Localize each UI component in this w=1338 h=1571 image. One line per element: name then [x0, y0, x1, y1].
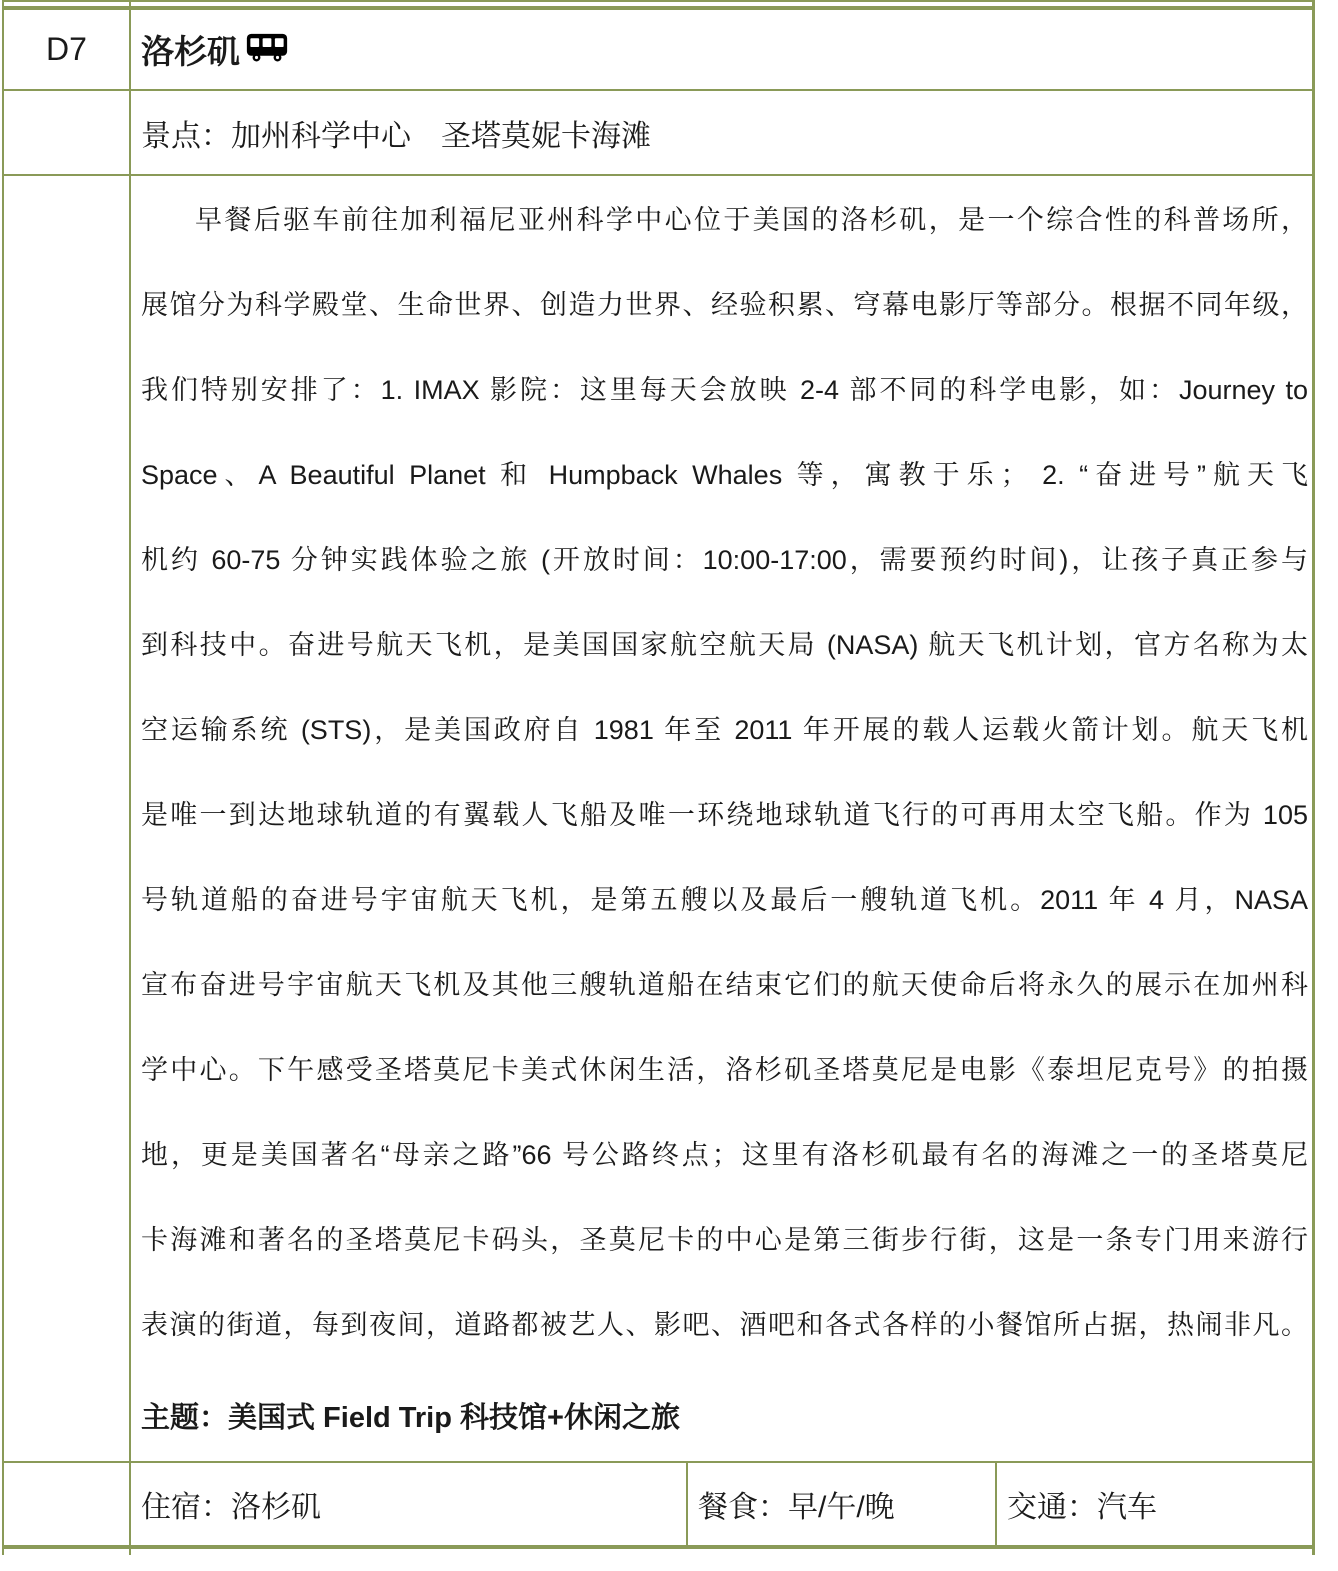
lodging-cell: 住宿：洛杉矶	[131, 1463, 688, 1545]
paragraph-line: Space、A Beautiful Planet 和 Humpback Whales 等，寓教于乐； 2. “奋进号”航天飞	[141, 460, 1308, 490]
meals-cell: 餐食：早/午/晚	[688, 1463, 997, 1545]
next-row-fragment	[4, 1549, 1312, 1555]
day-title: 洛杉矶	[141, 33, 240, 70]
previous-row-left-cell	[4, 2, 131, 6]
sights-row	[4, 91, 1312, 176]
bus-icon	[246, 32, 288, 67]
next-row-right-cell	[131, 1549, 1312, 1555]
day-header-row	[4, 10, 1312, 91]
paragraph-line: 号轨道船的奋进号宇宙航天飞机，是第五艘以及最后一艘轨道飞机。2011 年 4 月，NASA	[141, 885, 1308, 915]
sights-line: 景点：加州科学中心 圣塔莫妮卡海滩	[141, 119, 651, 153]
paragraph-line: 是唯一到达地球轨道的有翼载人飞船及唯一环绕地球轨道飞行的可再用太空飞船。作为 105	[141, 800, 1308, 830]
next-row-left-cell	[4, 1549, 131, 1555]
paragraph-line: 我们特别安排了：1. IMAX 影院：这里每天会放映 2-4 部不同的科学电影，如：Journey to	[141, 375, 1308, 405]
sights-left-cell	[4, 91, 131, 174]
previous-row-fragment	[4, 0, 1312, 10]
transport-cell: 交通：汽车	[1007, 1491, 1157, 1524]
previous-row-right-cell	[131, 2, 1312, 6]
footer-left-cell	[4, 1463, 131, 1545]
paragraph-line: 卡海滩和著名的圣塔莫尼卡码头，圣莫尼卡的中心是第三街步行街，这是一条专门用来游行	[141, 1225, 1308, 1255]
day-number-cell: D7	[4, 10, 131, 89]
description-cell	[131, 176, 1312, 1461]
paragraph-line: 表演的街道，每到夜间，道路都被艺人、影吧、酒吧和各式各样的小餐馆所占据，热闹非凡。	[141, 1310, 1308, 1340]
paragraph-line: 展馆分为科学殿堂、生命世界、创造力世界、经验积累、穹幕电影厅等部分。根据不同年级，	[141, 290, 1308, 320]
itinerary-table	[2, 0, 1315, 1555]
paragraph-line: 到科技中。奋进号航天飞机，是美国国家航空航天局 (NASA) 航天飞机计划，官方名称为太	[141, 630, 1308, 660]
paragraph-line: 学中心。下午感受圣塔莫尼卡美式休闲生活，洛杉矶圣塔莫尼是电影《泰坦尼克号》的拍摄	[141, 1055, 1308, 1085]
paragraph-line: 空运输系统 (STS)，是美国政府自 1981 年至 2011 年开展的载人运载火箭计划。航天飞机	[141, 715, 1308, 745]
paragraph-line: 地，更是美国著名“母亲之路”66 号公路终点；这里有洛杉矶最有名的海滩之一的圣塔莫尼	[141, 1140, 1308, 1170]
theme-line: 主题：美国式 Field Trip 科技馆+休闲之旅	[141, 1402, 680, 1434]
paragraph-line: 宣布奋进号宇宙航天飞机及其他三艘轨道船在结束它们的航天使命后将永久的展示在加州科	[141, 970, 1308, 1000]
description-left-cell	[4, 176, 131, 1461]
description-row	[4, 176, 1312, 1463]
footer-row	[4, 1463, 1312, 1549]
paragraph-line: 早餐后驱车前往加利福尼亚州科学中心位于美国的洛杉矶，是一个综合性的科普场所，	[195, 205, 1308, 235]
paragraph-line: 机约 60-75 分钟实践体验之旅 (开放时间：10:00-17:00，需要预约时间)，让孩子真正参与	[141, 545, 1308, 575]
day-title-cell	[131, 10, 1312, 89]
